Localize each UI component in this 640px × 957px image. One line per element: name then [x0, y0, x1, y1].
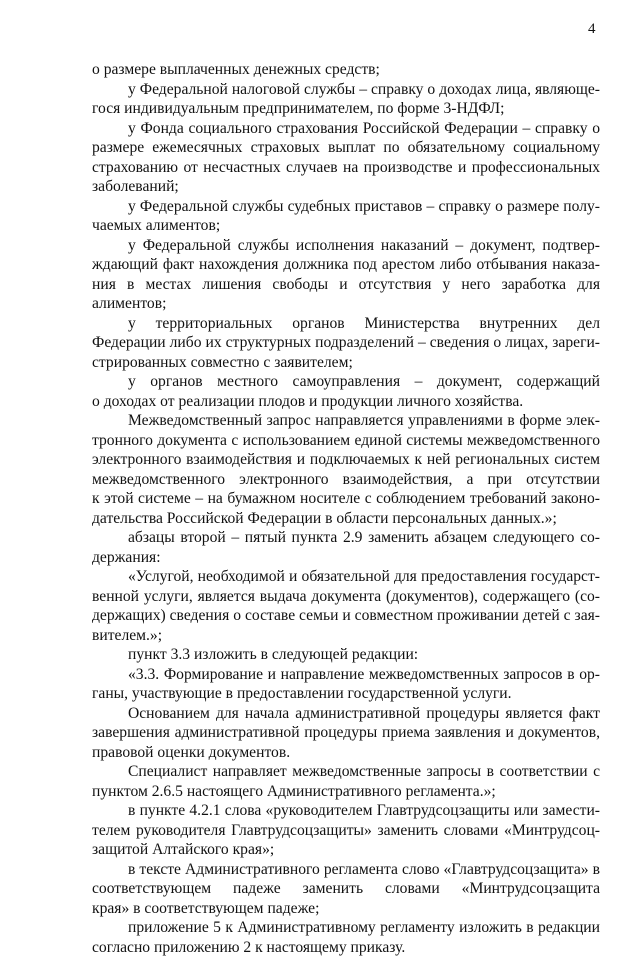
text-line: в пункте 4.2.1 слова «руководителем Главтрудсоцзащиты или замести- — [92, 801, 600, 821]
text-line: у территориальных органов Министерства внутренних дел — [92, 314, 600, 334]
text-line: у органов местного самоуправления – документ, содержащий — [92, 372, 600, 392]
text-line: электронного взаимодействия и подключаемых к ней региональных систем — [92, 450, 600, 470]
text-line: заболеваний; — [92, 177, 600, 197]
text-line: у Федеральной службы судебных приставов – справку о размере полу- — [92, 197, 600, 217]
text-line: тронного документа с использованием единой системы межведомственного — [92, 431, 600, 451]
text-line: страхованию от несчастных случаев на производстве и профессиональных — [92, 158, 600, 178]
text-line: телем руководителя Главтрудсоцзащиты» заменить словами «Минтрудсоц- — [92, 821, 600, 841]
text-line: стрированных совместно с заявителем; — [92, 353, 600, 373]
text-line: приложение 5 к Административному регламенту изложить в редакции — [92, 918, 600, 938]
text-line: о доходах от реализации плодов и продукции личного хозяйства. — [92, 392, 600, 412]
text-line: венной услуги, является выдача документа (документов), содержащего (со- — [92, 587, 600, 607]
text-line: Федерации либо их структурных подразделений – сведения о лицах, зареги- — [92, 333, 600, 353]
text-line: пунктом 2.6.5 настоящего Административного регламента.»; — [92, 782, 600, 802]
text-line: о размере выплаченных денежных средств; — [92, 60, 600, 80]
text-line: у Федеральной налоговой службы – справку о доходах лица, являюще- — [92, 80, 600, 100]
text-line: Межведомственный запрос направляется управлениями в форме элек- — [92, 411, 600, 431]
text-line: ния в местах лишения свободы и отсутствия у него заработка для — [92, 275, 600, 295]
text-line: гося индивидуальным предпринимателем, по форме 3-НДФЛ; — [92, 99, 600, 119]
text-line: края» в соответствующем падеже; — [92, 899, 600, 919]
text-line: ждающий факт нахождения должника под арестом либо отбывания наказа- — [92, 255, 600, 275]
text-line: пункт 3.3 изложить в следующей редакции: — [92, 645, 600, 665]
text-line: в тексте Административного регламента слово «Главтрудсоцзащита» в — [92, 860, 600, 880]
text-line: держащих) сведения о составе семьи и совместном проживании детей с зая- — [92, 606, 600, 626]
text-line: вителем.»; — [92, 626, 600, 646]
text-line: дательства Российской Федерации в области персональных данных.»; — [92, 509, 600, 529]
text-line: держания: — [92, 548, 600, 568]
text-line: межведомственного электронного взаимодействия, а при отсутствии — [92, 470, 600, 490]
text-line: чаемых алиментов; — [92, 216, 600, 236]
text-line: правовой оценки документов. — [92, 743, 600, 763]
text-line: размере ежемесячных страховых выплат по обязательному социальному — [92, 138, 600, 158]
text-line: Основанием для начала административной процедуры является факт — [92, 704, 600, 724]
text-line: у Федеральной службы исполнения наказаний – документ, подтвер- — [92, 236, 600, 256]
text-line: «Услугой, необходимой и обязательной для предоставления государст- — [92, 567, 600, 587]
text-line: Специалист направляет межведомственные запросы в соответствии с — [92, 762, 600, 782]
text-line: у Фонда социального страхования Российской Федерации – справку о — [92, 119, 600, 139]
text-line: к этой системе – на бумажном носителе с соблюдением требований законо- — [92, 489, 600, 509]
text-line: алиментов; — [92, 294, 600, 314]
text-line: согласно приложению 2 к настоящему приказу. — [92, 938, 600, 957]
text-line: ганы, участвующие в предоставлении государственной услуги. — [92, 684, 600, 704]
text-line: защитой Алтайского края»; — [92, 840, 600, 860]
page-number: 4 — [588, 20, 596, 38]
text-line: абзацы второй – пятый пункта 2.9 заменить абзацем следующего со- — [92, 528, 600, 548]
text-line: «3.3. Формирование и направление межведомственных запросов в ор- — [92, 665, 600, 685]
text-line: завершения административной процедуры приема заявления и документов, — [92, 723, 600, 743]
document-body — [92, 60, 600, 957]
text-line: соответствующем падеже заменить словами «Минтрудсоцзащита — [92, 879, 600, 899]
